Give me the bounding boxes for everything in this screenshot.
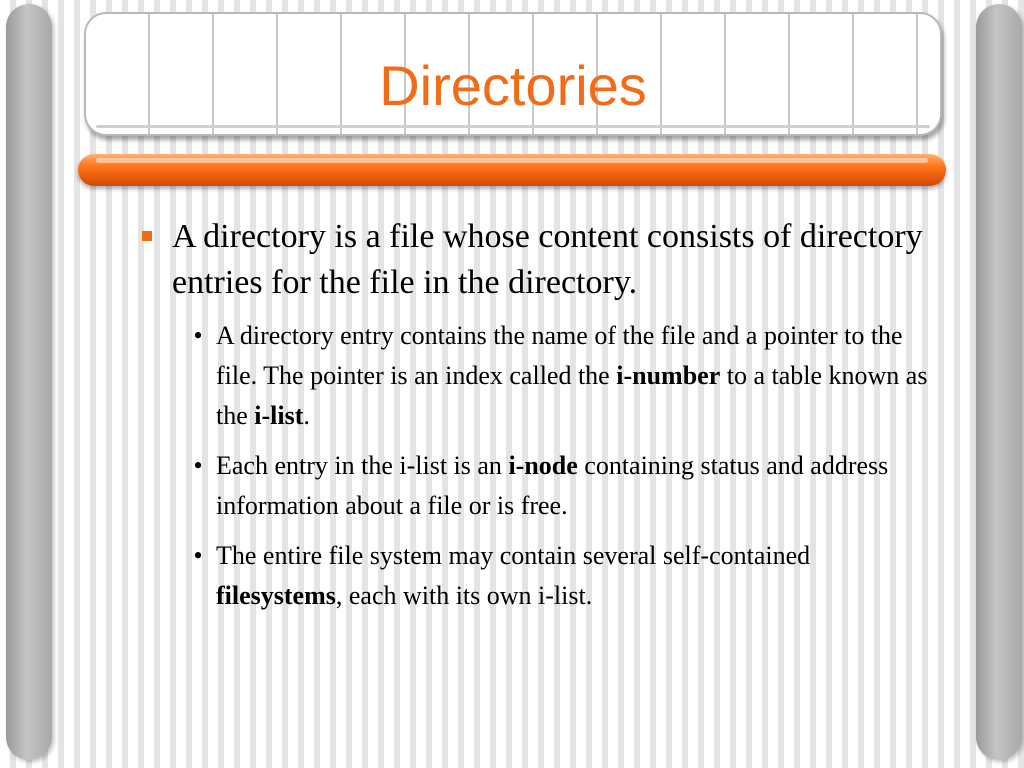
left-decorative-bar <box>6 4 52 760</box>
right-decorative-bar <box>976 4 1022 760</box>
bold-term: i-list <box>254 401 304 430</box>
sub-bullet-text: Each entry in the i-list is an <box>216 451 509 480</box>
dot-bullet-icon: • <box>193 541 203 570</box>
sub-bullet-text: to a table known as the <box>216 361 928 430</box>
bold-term: filesystems <box>216 581 336 610</box>
sub-bullet-text: The entire file system may contain several self-contained <box>216 541 811 570</box>
square-bullet-icon <box>142 231 152 241</box>
sub-bullet-text: , each with its own i-list. <box>335 581 593 610</box>
bold-term: i-number <box>616 361 721 390</box>
bold-term: i-node <box>508 451 578 480</box>
sub-bullet-text: . <box>303 401 310 430</box>
sub-bullet-list <box>138 316 938 616</box>
sub-bullet <box>193 536 938 616</box>
main-bullet-text: A directory is a file whose content consists of directory entries for the file in the directory. <box>172 218 923 301</box>
slide-title: Directories <box>379 54 647 117</box>
main-bullet <box>138 214 938 306</box>
sub-bullet-text: containing status and address information about a file or is free. <box>216 451 889 520</box>
sub-bullet-text: A directory entry contains the name of the file and a pointer to the file. The pointer is an index called the <box>216 321 903 390</box>
slide-body <box>138 214 938 626</box>
dot-bullet-icon: • <box>193 451 203 480</box>
title-underline-bar <box>78 154 946 186</box>
sub-bullet <box>193 446 938 526</box>
dot-bullet-icon: • <box>193 321 203 350</box>
sub-bullet <box>193 316 938 436</box>
title-banner <box>84 12 942 136</box>
